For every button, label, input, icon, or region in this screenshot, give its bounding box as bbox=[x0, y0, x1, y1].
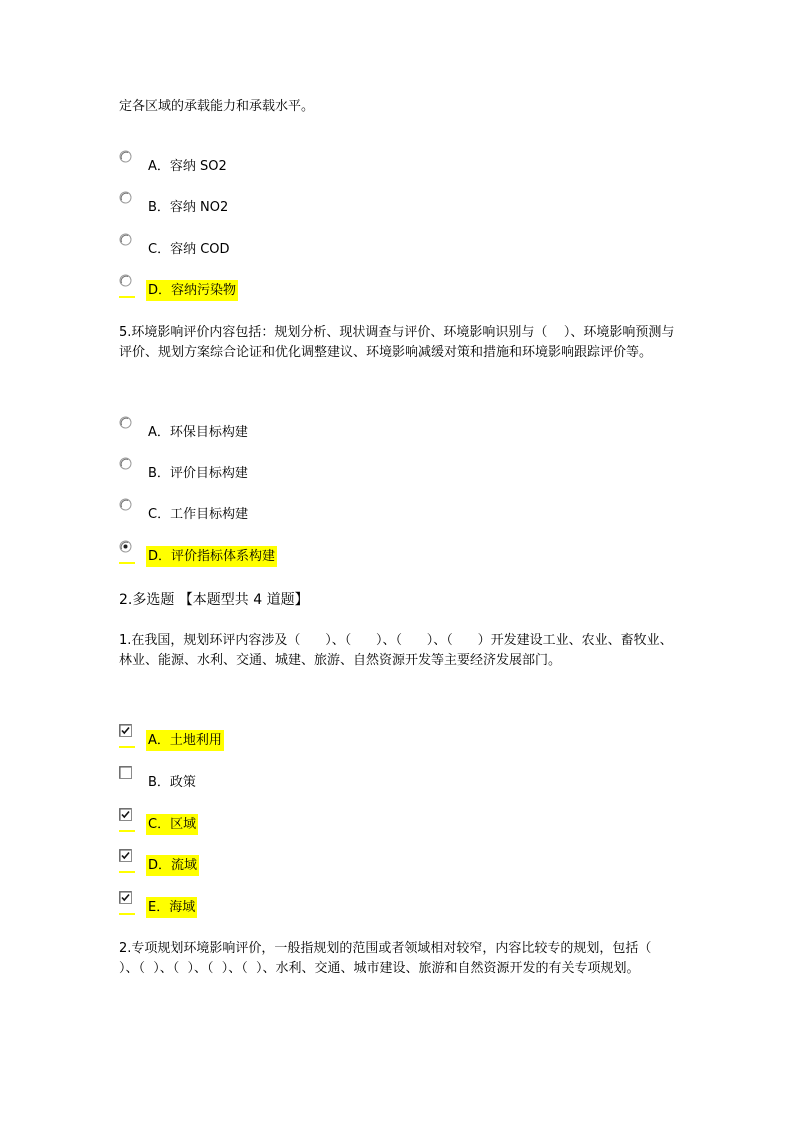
question-5-text: 5.环境影响评价内容包括：规划分析、现状调查与评价、环境影响识别与（ ）、环境影响预测与评价、规划方案综合论证和优化调整建议、环境影响减缓对策和措施和环境影响跟踪评价等。 bbox=[119, 325, 675, 360]
radio-button[interactable] bbox=[119, 457, 132, 470]
option-label: D．流域 bbox=[146, 855, 199, 876]
radio-button[interactable] bbox=[119, 416, 132, 429]
radio-button[interactable] bbox=[119, 540, 132, 553]
option-label: A．环保目标构建 bbox=[148, 425, 248, 440]
option-label: B．评价目标构建 bbox=[148, 466, 248, 481]
option-label: A．土地利用 bbox=[146, 730, 224, 751]
option-label: C．容纳 COD bbox=[148, 242, 230, 257]
radio-button[interactable] bbox=[119, 233, 132, 246]
checkbox[interactable] bbox=[119, 891, 132, 904]
option-label: D．容纳污染物 bbox=[146, 280, 238, 301]
checkbox[interactable] bbox=[119, 724, 132, 737]
highlight-underline bbox=[119, 562, 135, 564]
option-label: B．政策 bbox=[148, 775, 196, 790]
option-label: C．区域 bbox=[146, 814, 198, 835]
checkbox[interactable] bbox=[119, 808, 132, 821]
multi-question-1-text: 1.在我国，规划环评内容涉及（ ）、（ ）、（ ）、（ ）开发建设工业、农业、畜牧业、林业、能源、水利、交通、城建、旅游、自然资源开发等主要经济发展部门。 bbox=[119, 633, 673, 668]
highlight-underline bbox=[119, 913, 135, 915]
checkbox[interactable] bbox=[119, 766, 132, 779]
radio-button[interactable] bbox=[119, 498, 132, 511]
highlight-underline bbox=[119, 296, 135, 298]
question-4-tail-text: 定各区域的承载能力和承载水平。 bbox=[119, 99, 315, 114]
option-label: B．容纳 NO2 bbox=[148, 200, 229, 215]
highlight-underline bbox=[119, 746, 135, 748]
section-title-multiple-choice: 2.多选题 【本题型共 4 道题】 bbox=[119, 592, 309, 608]
multi-question-2-text: 2.专项规划环境影响评价，一般指规划的范围或者领域相对较窄，内容比较专的规划，包括（ ）、（ ）、（ ）、（ ）、（ ）、水利、交通、城市建设、旅游和自然资源开发的有关专项规划。 bbox=[119, 941, 660, 976]
highlight-underline bbox=[119, 830, 135, 832]
option-label: D．评价指标体系构建 bbox=[146, 546, 277, 567]
option-label: C．工作目标构建 bbox=[148, 507, 249, 522]
option-label: A．容纳 SO2 bbox=[148, 159, 227, 174]
radio-button[interactable] bbox=[119, 191, 132, 204]
checkbox[interactable] bbox=[119, 849, 132, 862]
radio-button[interactable] bbox=[119, 274, 132, 287]
option-label: E．海域 bbox=[146, 897, 197, 918]
highlight-underline bbox=[119, 871, 135, 873]
radio-button[interactable] bbox=[119, 150, 132, 163]
